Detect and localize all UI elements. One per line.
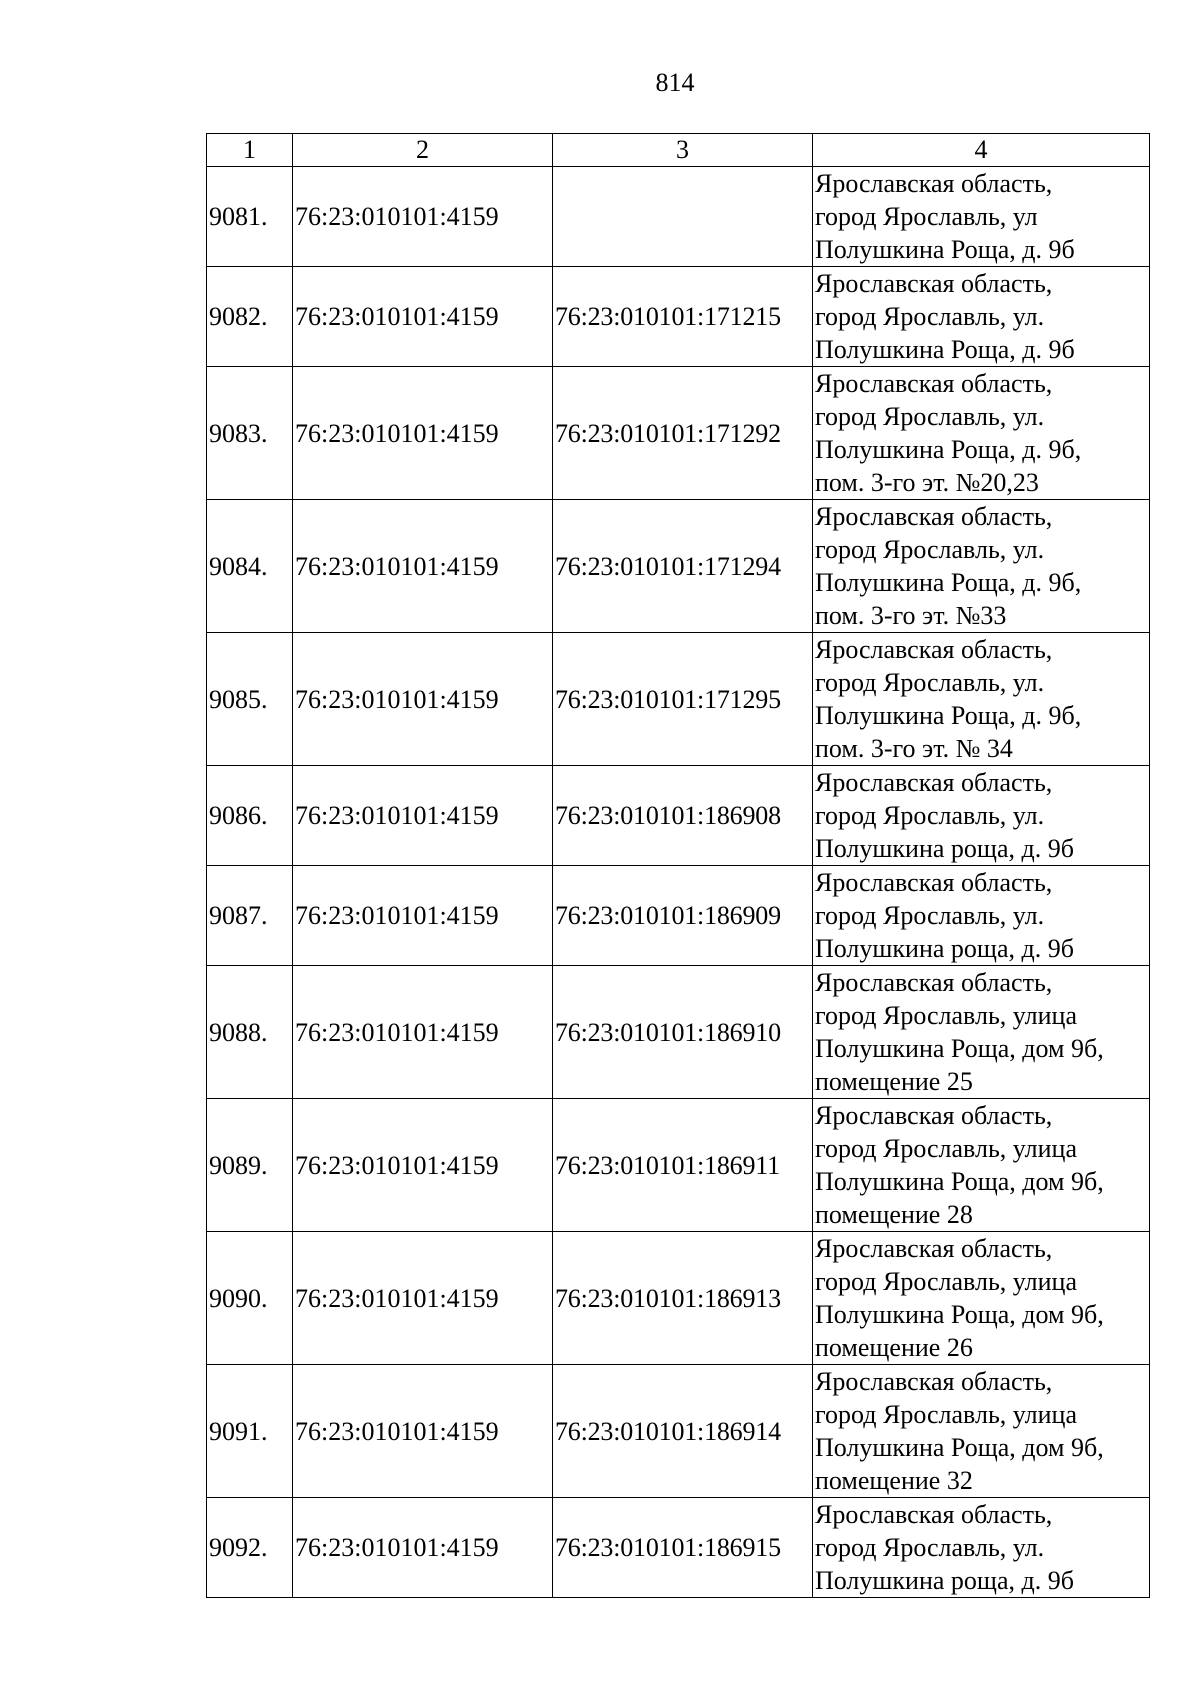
address-line: город Ярославль, ул.	[815, 1533, 1045, 1562]
object-cadastral-number: 76:23:010101:186914	[553, 1365, 813, 1498]
cadastral-number: 76:23:010101:4159	[293, 866, 553, 966]
address-line: город Ярославль, ул.	[815, 302, 1045, 331]
object-cadastral-number: 76:23:010101:171295	[553, 633, 813, 766]
address-line: Ярославская область,	[815, 635, 1053, 664]
address-cell	[813, 1365, 1150, 1498]
table-body	[207, 167, 1150, 1598]
address-line: город Ярославль, улица	[815, 1267, 1078, 1296]
address-line: помещение 32	[815, 1466, 973, 1495]
cadastral-number: 76:23:010101:4159	[293, 167, 553, 267]
table-row	[207, 367, 1150, 500]
cadastral-number: 76:23:010101:4159	[293, 500, 553, 633]
cadastral-number: 76:23:010101:4159	[293, 1365, 553, 1498]
column-header-1: 1	[207, 134, 293, 167]
address-cell	[813, 766, 1150, 866]
row-number: 9084.	[207, 500, 293, 633]
address-line: пом. 3-го эт. № 34	[815, 734, 1013, 763]
table-row	[207, 1365, 1150, 1498]
address-line: Ярославская область,	[815, 169, 1053, 198]
address-line: Полушкина роща, д. 9б	[815, 834, 1074, 863]
object-cadastral-number: 76:23:010101:171292	[553, 367, 813, 500]
address-line: Полушкина Роща, д. 9б,	[815, 568, 1082, 597]
address-line: Полушкина Роща, дом 9б,	[815, 1034, 1104, 1063]
address-line: город Ярославль, ул.	[815, 901, 1045, 930]
address-line: Полушкина Роща, д. 9б,	[815, 701, 1082, 730]
address-line: Ярославская область,	[815, 1101, 1053, 1130]
row-number: 9092.	[207, 1498, 293, 1598]
address-line: пом. 3-го эт. №20,23	[815, 468, 1039, 497]
row-number: 9090.	[207, 1232, 293, 1365]
object-cadastral-number: 76:23:010101:171215	[553, 267, 813, 367]
row-number: 9088.	[207, 966, 293, 1099]
cadastral-number: 76:23:010101:4159	[293, 1232, 553, 1365]
cadastral-number: 76:23:010101:4159	[293, 766, 553, 866]
register-table	[206, 133, 1150, 1598]
address-line: город Ярославль, ул.	[815, 402, 1045, 431]
address-line: Полушкина Роща, дом 9б,	[815, 1433, 1104, 1462]
object-cadastral-number: 76:23:010101:186911	[553, 1099, 813, 1232]
row-number: 9082.	[207, 267, 293, 367]
table-row	[207, 500, 1150, 633]
address-line: город Ярославль, улица	[815, 1134, 1078, 1163]
cadastral-number: 76:23:010101:4159	[293, 367, 553, 500]
address-line: Ярославская область,	[815, 369, 1053, 398]
table-row	[207, 167, 1150, 267]
row-number: 9089.	[207, 1099, 293, 1232]
row-number: 9086.	[207, 766, 293, 866]
address-line: пом. 3-го эт. №33	[815, 601, 1007, 630]
cadastral-number: 76:23:010101:4159	[293, 1498, 553, 1598]
address-line: город Ярославль, улица	[815, 1001, 1078, 1030]
table-row	[207, 1232, 1150, 1365]
address-cell	[813, 167, 1150, 267]
address-cell	[813, 1099, 1150, 1232]
address-cell	[813, 367, 1150, 500]
address-line: город Ярославль, ул.	[815, 801, 1045, 830]
address-cell	[813, 866, 1150, 966]
address-cell	[813, 1232, 1150, 1365]
address-line: Ярославская область,	[815, 502, 1053, 531]
address-line: Полушкина Роща, д. 9б	[815, 335, 1075, 364]
table-row	[207, 267, 1150, 367]
address-line: помещение 28	[815, 1200, 973, 1229]
address-cell	[813, 267, 1150, 367]
cadastral-number: 76:23:010101:4159	[293, 267, 553, 367]
table-row	[207, 866, 1150, 966]
address-line: город Ярославль, ул	[815, 202, 1038, 231]
address-line: город Ярославль, улица	[815, 1400, 1078, 1429]
cadastral-number: 76:23:010101:4159	[293, 633, 553, 766]
address-cell	[813, 966, 1150, 1099]
address-line: Ярославская область,	[815, 1500, 1053, 1529]
table-row	[207, 966, 1150, 1099]
address-line: Полушкина Роща, д. 9б	[815, 235, 1075, 264]
page-number: 814	[655, 68, 695, 97]
table-row	[207, 1498, 1150, 1598]
address-cell	[813, 500, 1150, 633]
address-line: Полушкина Роща, дом 9б,	[815, 1167, 1104, 1196]
address-line: Ярославская область,	[815, 1234, 1053, 1263]
table-row	[207, 766, 1150, 866]
object-cadastral-number: 76:23:010101:171294	[553, 500, 813, 633]
object-cadastral-number: 76:23:010101:186915	[553, 1498, 813, 1598]
object-cadastral-number	[553, 167, 813, 267]
address-line: Полушкина Роща, д. 9б,	[815, 435, 1082, 464]
address-line: помещение 26	[815, 1333, 973, 1362]
row-number: 9083.	[207, 367, 293, 500]
table-row	[207, 633, 1150, 766]
object-cadastral-number: 76:23:010101:186909	[553, 866, 813, 966]
address-line: город Ярославль, ул.	[815, 668, 1045, 697]
address-line: Ярославская область,	[815, 269, 1053, 298]
address-cell	[813, 633, 1150, 766]
object-cadastral-number: 76:23:010101:186908	[553, 766, 813, 866]
cadastral-number: 76:23:010101:4159	[293, 1099, 553, 1232]
address-line: Ярославская область,	[815, 968, 1053, 997]
column-header-2: 2	[293, 134, 553, 167]
address-line: Полушкина Роща, дом 9б,	[815, 1300, 1104, 1329]
object-cadastral-number: 76:23:010101:186910	[553, 966, 813, 1099]
column-header-4: 4	[813, 134, 1150, 167]
address-cell	[813, 1498, 1150, 1598]
address-line: Полушкина роща, д. 9б	[815, 1566, 1074, 1595]
row-number: 9085.	[207, 633, 293, 766]
cadastral-number: 76:23:010101:4159	[293, 966, 553, 1099]
row-number: 9081.	[207, 167, 293, 267]
row-number: 9091.	[207, 1365, 293, 1498]
object-cadastral-number: 76:23:010101:186913	[553, 1232, 813, 1365]
address-line: помещение 25	[815, 1067, 973, 1096]
table-row	[207, 1099, 1150, 1232]
column-header-3: 3	[553, 134, 813, 167]
address-line: город Ярославль, ул.	[815, 535, 1045, 564]
row-number: 9087.	[207, 866, 293, 966]
address-line: Ярославская область,	[815, 1367, 1053, 1396]
address-line: Ярославская область,	[815, 768, 1053, 797]
table-header-row	[207, 134, 1150, 167]
address-line: Ярославская область,	[815, 868, 1053, 897]
address-line: Полушкина роща, д. 9б	[815, 934, 1074, 963]
